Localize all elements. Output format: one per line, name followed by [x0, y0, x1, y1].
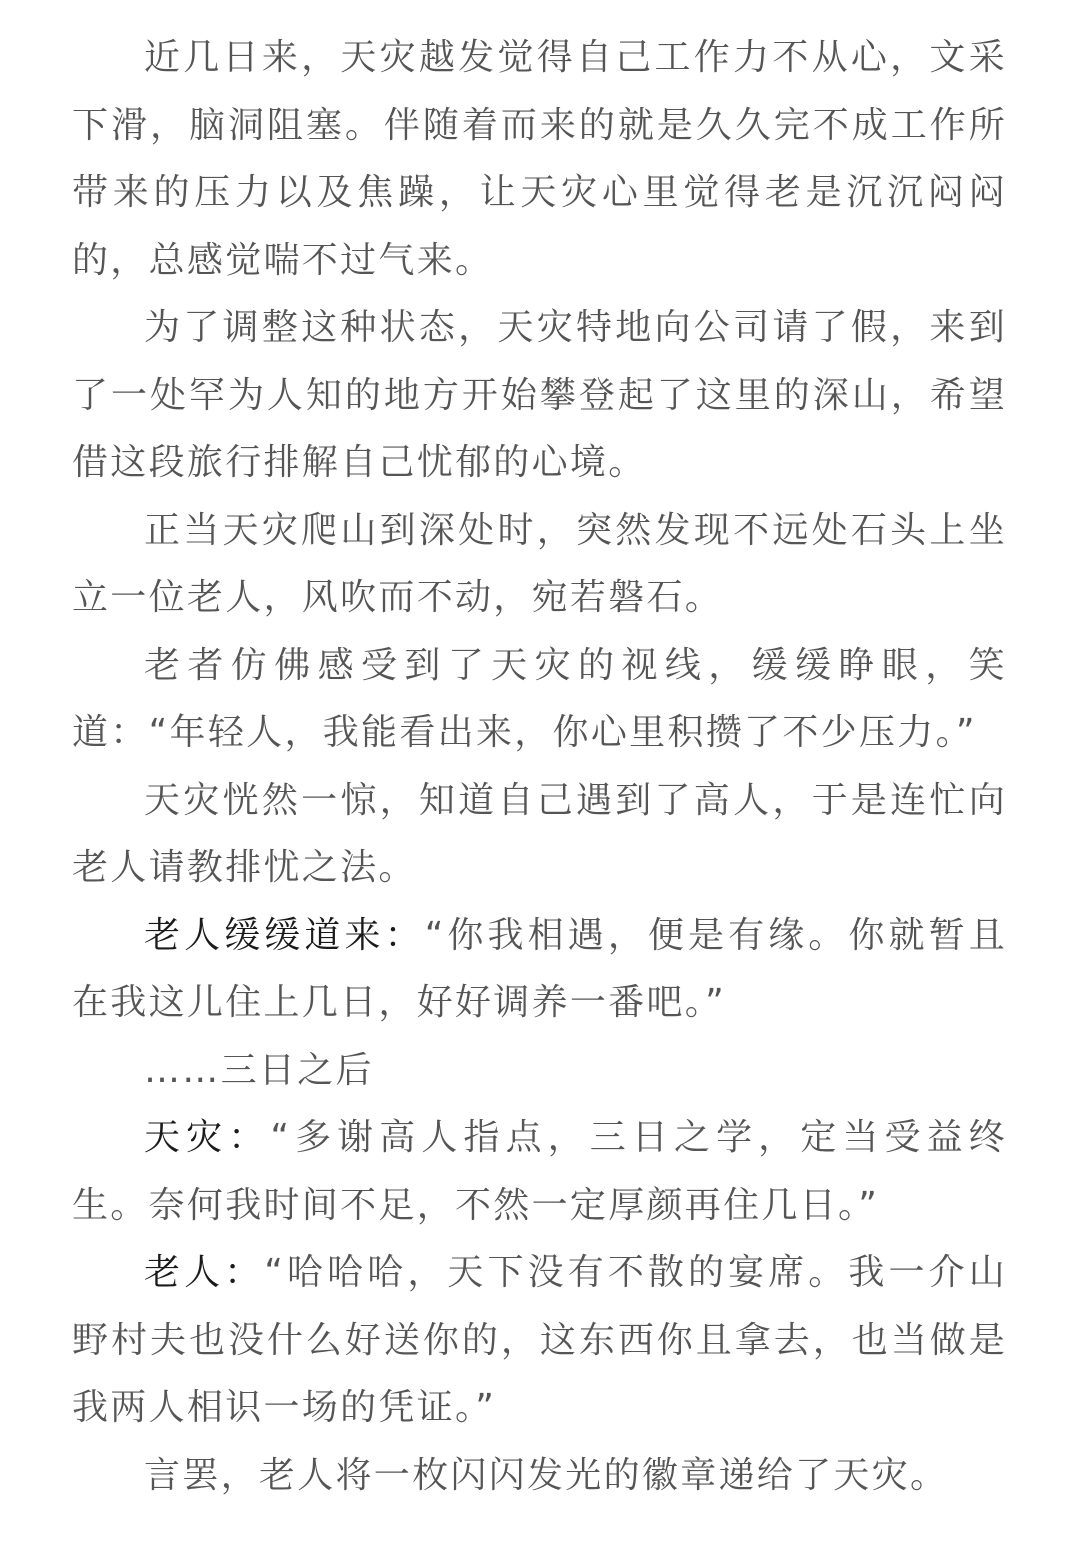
paragraph-text: 正当天灾爬山到深处时，突然发现不远处石头上坐立一位老人，风吹而不动，宛若磐石。 [72, 509, 1007, 618]
paragraph-7 [72, 1037, 1007, 1105]
paragraph-text: “哈哈哈，天下没有不散的宴席。我一介山野村夫也没什么好送你的，这东西你且拿去，也当做是我两人相识一场的凭证。” [72, 1252, 1007, 1428]
paragraph-9 [72, 1239, 1007, 1442]
paragraph-text: “你我相遇，便是有缘。你就暂且在我这儿住上几日，好好调养一番吧。” [72, 914, 1007, 1023]
paragraph-2 [72, 294, 1007, 497]
paragraph-3 [72, 497, 1007, 632]
paragraph-6 [72, 902, 1007, 1037]
speaker-label: 老人缓缓道来： [144, 914, 425, 956]
paragraph-text: 老者仿佛感受到了天灾的视线，缓缓睁眼，笑道：“年轻人，我能看出来，你心里积攒了不少压力。” [72, 644, 1007, 753]
paragraph-4 [72, 632, 1007, 767]
paragraph-text: 为了调整这种状态，天灾特地向公司请了假，来到了一处罕为人知的地方开始攀登起了这里的深山，希望借这段旅行排解自己忧郁的心境。 [72, 307, 1007, 483]
paragraph-5 [72, 767, 1007, 902]
paragraph-text: ……三日之后 [144, 1049, 374, 1091]
paragraph-text: 言罢，老人将一枚闪闪发光的徽章递给了天灾。 [144, 1454, 949, 1496]
paragraph-1 [72, 24, 1007, 294]
paragraph-text: 天灾恍然一惊，知道自己遇到了高人，于是连忙向老人请教排忧之法。 [72, 779, 1007, 888]
paragraph-text: 近几日来，天灾越发觉得自己工作力不从心，文采下滑，脑洞阻塞。伴随着而来的就是久久完不成工作所带来的压力以及焦躁，让天灾心里觉得老是沉沉闷闷的，总感觉喘不过气来。 [72, 37, 1007, 281]
paragraph-text: “多谢高人指点，三日之学，定当受益终生。奈何我时间不足，不然一定厚颜再住几日。” [72, 1117, 1007, 1226]
speaker-label: 天灾： [144, 1117, 271, 1158]
speaker-label: 老人： [144, 1252, 265, 1293]
paragraph-8 [72, 1104, 1007, 1239]
paragraph-10 [72, 1442, 1007, 1510]
